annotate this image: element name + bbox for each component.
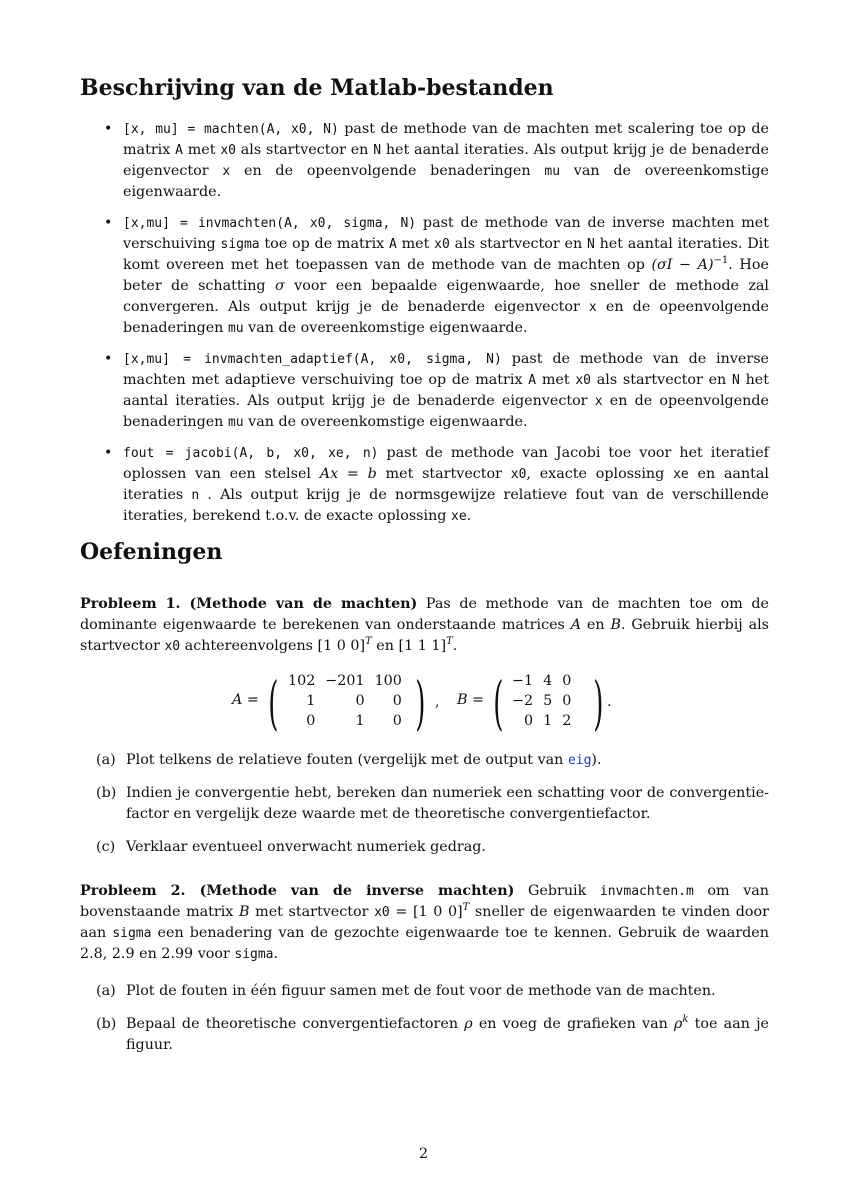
matrix-b-table: −1 4 0 −2 5 0 0 1 2 [512,673,572,729]
list-item: • [x, mu] = machten(A, x0, N) past de methode van de machten met scalering toe op de matrix A met x0 als startvector en N het aantal iteraties. Als output krijg je de benaderde eigenvector x en de opeenvolgende benaderingen mu van de overeenkomstige eigenwaarde. [104,121,770,200]
page-number: 2 [418,1146,429,1162]
matrix-a-label: A = [232,692,259,708]
bullet-icon: • [104,215,113,231]
left-paren: ( [268,669,279,737]
code-signature: [x, mu] = machten(A, x0, N) [123,122,339,137]
list-item: (c) Verklaar eventueel onverwacht numeriek gedrag. [96,839,486,855]
problem-2-heading: Probleem 2. (Methode van de inverse machten) [80,883,515,899]
code-signature: [x,mu] = invmachten_adaptief(A, x0, sigma, N) [123,352,502,367]
right-paren: ) [415,669,426,737]
code-signature: [x,mu] = invmachten(A, x0, sigma, N) [123,216,417,231]
bullet-icon: • [104,351,113,367]
matlab-file-list [104,119,769,537]
problem-1-text: Probleem 1. (Methode van de machten) Pas de methode van de machten toe om de dominante eigenwaarde te berekenen van onderstaande matrices A en B. Gebruik hierbij als startvector x0 achtereenvolgens [1 0 0]$^T$ en [1 1 1]$^T$. [80,596,770,654]
list-item: • [x,mu] = invmachten(A, x0, sigma, N) past de methode van de inverse machten met verschuiving sigma toe op de matrix A met x0 als startvector en N het aantal iteraties. Dit komt overeen met het toepassen van de methode van de machten op $(\sigma I - A)^{-1}$. Hoe beter de schatting σ voor een bepaalde eigenwaarde, hoe sneller de methode zal convergeren. Als output krijg je de benaderde eigenvector x en de opeenvolgende benaderingen mu van de overeenkomstige eigenwaarde. [104,215,770,336]
problem-1-subitems [96,750,769,870]
list-item: • fout = jacobi(A, b, x0, xe, n) past de methode van Jacobi toe voor het iteratief oplossen van een stelsel Ax = b met startvector x0, exacte oplossing xe en aantal iteraties n . Als output krijg je de normsgewijze relatieve fout van de verschillende iteraties, berekend t.o.v. de exacte oplossing xe. [104,445,770,524]
left-paren: ( [493,669,504,737]
problem-2-subitems [96,981,769,1068]
code-signature: fout = jacobi(A, b, x0, xe, n) [123,446,379,461]
list-item: (b) Indien je convergentie hebt, bereken dan numeriek een schatting voor de convergentie-factor en vergelijk deze waarde met de theoretische convergentiefactor. [96,785,769,822]
problem-2-text: Probleem 2. (Methode van de inverse machten) Gebruik invmachten.m om van bovenstaande matrix B met startvector x0 = [1 0 0]$^T$ sneller de eigenwaarden te vinden door aan sigma een benadering van de gezochte eigenwaarde toe te kennen. Gebruik de waarden 2.8, 2.9 en 2.99 voor sigma. [80,883,769,962]
eig-link[interactable]: eig [567,753,592,768]
bullet-icon: • [104,445,113,461]
section-title-matlab: Beschrijving van de Matlab-bestanden [80,75,554,101]
list-item: (a) Plot telkens de relatieve fouten (vergelijk met de output van eig). [96,752,602,768]
right-paren: ) [593,669,604,737]
bullet-icon: • [104,121,113,137]
list-item: (a) Plot de fouten in één figuur samen met de fout voor de methode van de machten. [96,983,716,999]
list-item: (b) Bepaal de theoretische convergentiefactoren ρ en voeg de grafieken van $\rho^k$ toe aan je figuur. [96,1014,769,1053]
problem-1-heading: Probleem 1. (Methode van de machten) [80,596,418,612]
matrix-b-label: B = [457,692,485,708]
matrix-equations: A = ( 102 −201 100 1 0 0 0 1 0 ) , B = ( −1 4 0 −2 5 0 0 1 2 ) . [232,668,632,740]
matrix-a-table: 102 −201 100 1 0 0 0 1 0 [288,673,402,729]
section-title-exercises: Oefeningen [80,539,223,565]
list-item: • [x,mu] = invmachten_adaptief(A, x0, sigma, N) past de methode van de inverse machten met adaptieve verschuiving toe op de matrix A met x0 als startvector en N het aantal iteraties. Als output krijg je de benaderde eigenvector x en de opeenvolgende benaderingen mu van de overeenkomstige eigenwaarde. [104,351,770,430]
